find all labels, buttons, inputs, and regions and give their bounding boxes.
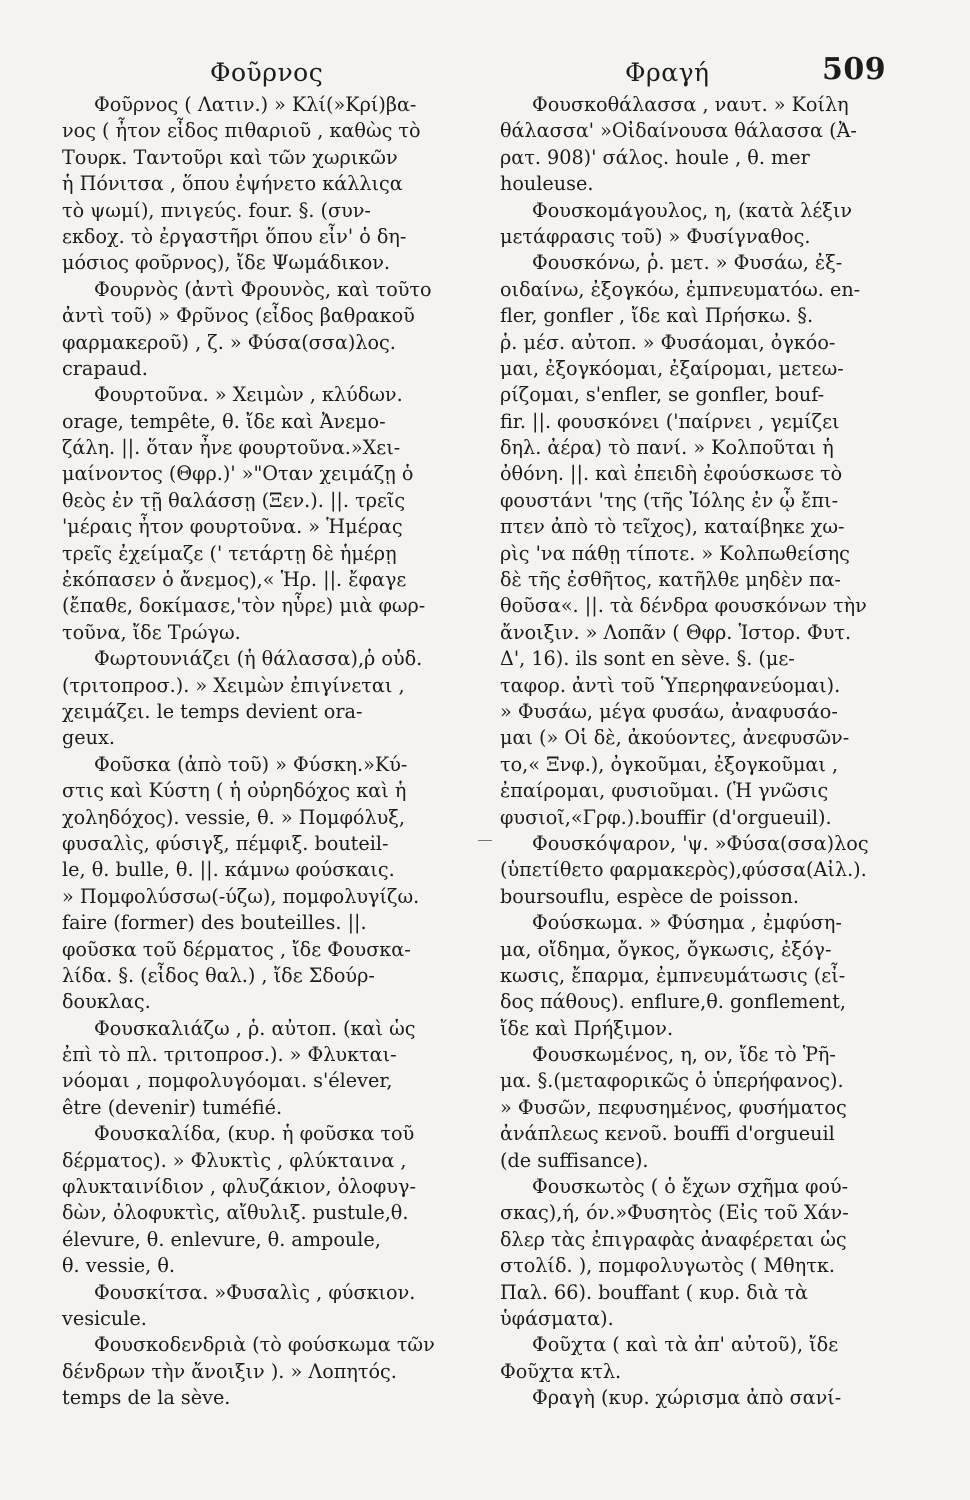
text-line: φυσαλὶς, φύσιγξ, πέμφιξ. bouteil- <box>62 831 389 855</box>
text-line: δέρματος). » Φλυκτὶς , φλύκταινα , <box>62 1148 407 1172</box>
running-headword-right: Φραγή <box>625 58 710 87</box>
text-line: ἴδε καὶ Πρήξιμον. <box>500 1016 674 1040</box>
text-line: εκδοχ. τὸ ἐργαστῆρι ὅπου εἶν' ὁ δη- <box>62 224 407 248</box>
text-line: μα, οἴδημα, ὄγκος, ὄγκωσις, ἐξόγ- <box>500 937 832 961</box>
text-line: θάλασσα' »Οἰδαίνουσα θάλασσα (Ἀ- <box>500 119 857 143</box>
text-line: (de suffisance). <box>500 1148 649 1172</box>
text-line: πτεν ἀπὸ τὸ τεῖχος), καταίβηκε χω- <box>500 515 845 539</box>
text-line: δὲ τῆς ἐσθῆτος, κατῆλθε μηδὲν πα- <box>500 568 841 592</box>
text-line: φοῦσκα τοῦ δέρματος , ἴδε Φουσκα- <box>62 937 411 961</box>
text-line: στολίδ. ), πομφολυγωτὸς ( Μθητκ. <box>500 1254 835 1278</box>
text-line: Φραγὴ (κυρ. χώρισμα ἀπὸ σανί- <box>532 1386 842 1410</box>
text-line: μα. §.(μεταφορικῶς ὁ ὑπερήφανος). <box>500 1069 844 1093</box>
text-line: ρίζομαι, s'enfler, se gonfler, bouf- <box>500 383 825 407</box>
text-line: être (devenir) tuméfié. <box>62 1095 283 1119</box>
text-line: Δ', 16). ils sont en sève. §. (με- <box>500 647 795 671</box>
text-line: » Φυσῶν, πεφυσημένος, φυσήματος <box>500 1095 847 1119</box>
text-line: νόομαι , πομφολυγόομαι. s'élever, <box>62 1069 393 1093</box>
text-line: ἀνάπλεως κενοῦ. bouffi d'orgueuil <box>500 1122 835 1146</box>
text-line: Φωρτουνιάζει (ἡ θάλασσα),ῥ οὐδ. <box>94 647 423 671</box>
text-line: Τουρκ. Ταντοῦρι καὶ τῶν χωρικῶν <box>62 145 398 169</box>
text-line: Φοῦχτα ( καὶ τὰ ἀπ' αὐτοῦ), ἴδε <box>532 1333 839 1357</box>
text-line: Φουσκίτσα. »Φυσαλὶς , φύσκιον. <box>94 1280 416 1304</box>
text-line: τὸ ψωμί), πνιγεύς. four. §. (συν- <box>62 198 371 222</box>
text-line: το,« Ξνφ.), ὀγκοῦμαι, ἐξογκοῦμαι , <box>500 752 839 776</box>
text-line: δλερ τὰς ἐπιγραφὰς ἀναφέρεται ὡς <box>500 1227 847 1251</box>
right-text-column <box>500 92 900 1412</box>
text-line: Φούσκωμα. » Φύσημα , ἐμφύση- <box>532 911 842 935</box>
text-line: ἄνοιξιν. » Λοπᾶν ( Θφρ. Ἱστορ. Φυτ. <box>500 620 852 644</box>
text-line: θεὸς ἐν τῇ θαλάσσῃ (Ξεν.). ||. τρεῖς <box>62 488 406 512</box>
text-line: φλυκταινίδιον , φλυζάκιον, ὀλοφυγ- <box>62 1175 416 1199</box>
text-line: χοληδόχος). vessie, θ. » Πομφόλυξ, <box>62 805 405 829</box>
text-line: τοῦνα, ἴδε Τρώγω. <box>62 620 241 644</box>
text-line: Φουσκόνω, ῥ. μετ. » Φυσάω, ἐξ- <box>532 251 843 275</box>
text-line: λίδα. §. (εἶδος θαλ.) , ἴδε Σδούρ- <box>62 963 375 987</box>
text-line: χειμάζει. le temps devient ora- <box>62 699 363 723</box>
text-line: élevure, θ. enlevure, θ. ampoule, <box>62 1227 381 1251</box>
text-line: ἐκόπασεν ὁ ἄνεμος),« Ἡρ. ||. ἔφαγε <box>62 568 407 592</box>
text-line: (ἔπαθε, δοκίμασε,'τὸν ηὗρε) μιὰ φωρ- <box>62 594 426 618</box>
text-line: ἡ Πόνιτσα , ὅπου ἐψήνετο κάλλιςα <box>62 172 403 196</box>
text-line: Φοῦχτα κτλ. <box>500 1359 622 1383</box>
text-line: μαι, ἐξογκόομαι, ἐξαίρομαι, μετεω- <box>500 356 844 380</box>
text-line: ζάλη. ||. ὅταν ἦνε φουρτοῦνα.»Χει- <box>62 436 401 460</box>
gutter-mark <box>478 840 492 841</box>
text-line: Φοῦρνος ( Λατιν.) » Κλί(»Κρί)βα- <box>94 93 417 116</box>
text-line: Φουσκομάγουλος, η, (κατὰ λέξιν <box>532 198 853 222</box>
text-line: crapaud. <box>62 356 148 380</box>
text-line: Φουρνὸς (ἀντὶ Φρουνὸς, καὶ τοῦτο <box>94 277 432 301</box>
text-line: Φουσκοδενδριὰ (τὸ φούσκωμα τῶν <box>94 1333 435 1357</box>
text-line: δηλ. ἀέρα) τὸ πανί. » Κολποῦται ἡ <box>500 436 834 460</box>
text-line: δὼν, ὀλοφυκτὶς, αἴθυλιξ. pustule,θ. <box>62 1201 409 1225</box>
text-line: ἐπαίρομαι, φυσιοῦμαι. (Ἡ γνῶσις <box>500 779 829 803</box>
text-line: ἐπὶ τὸ πλ. τριτοπροσ.). » Φλυκται- <box>62 1043 397 1067</box>
text-line: δένδρων τὴν ἄνοιξιν ). » Λοπητός. <box>62 1359 397 1383</box>
text-line: φαρμακεροῦ) , ζ. » Φύσα(σσα)λος. <box>62 330 396 354</box>
text-line: στις καὶ Κύστη ( ἡ οὐρηδόχος καὶ ἡ <box>62 779 407 803</box>
text-line: ρατ. 908)' σάλος. houle , θ. mer <box>500 145 810 169</box>
text-line: faire (former) des bouteilles. ||. <box>62 911 367 935</box>
text-line: ταφορ. ἀντὶ τοῦ Ὑπερηφανεύομαι). <box>500 673 841 697</box>
text-line: τρεῖς ἐχείμαζε (' τετάρτῃ δὲ ἡμέρῃ <box>62 541 397 565</box>
text-line: ρὶς 'να πάθῃ τίποτε. » Κολπωθείσης <box>500 541 850 565</box>
text-line: vesicule. <box>62 1306 147 1330</box>
text-line: Φουσκωμένος, η, ον, ἴδε τὸ Ῥῆ- <box>532 1043 836 1067</box>
text-line: » Πομφολύσσω(-ύζω), πομφολυγίζω. <box>62 884 420 908</box>
text-line: » Φυσάω, μέγα φυσάω, ἀναφυσάο- <box>500 699 838 723</box>
text-line: Φουσκόψαρον, 'ψ. »Φύσα(σσα)λος <box>532 831 869 855</box>
text-line: Φουσκωτὸς ( ὁ ἔχων σχῆμα φού- <box>532 1175 849 1199</box>
text-line: Φουσκοθάλασσα , ναυτ. » Κοίλη <box>532 93 849 116</box>
text-line: σκας),ή, όν.»Φυσητὸς (Εἰς τοῦ Χάν- <box>500 1201 849 1225</box>
text-line: θ. vessie, θ. <box>62 1254 175 1278</box>
text-line: fir. ||. φουσκόνει ('παίρνει , γεμίζει <box>500 409 840 433</box>
page-number: 509 <box>822 52 887 87</box>
text-line: μαι (» Οἱ δὲ, ἀκούοντες, ἀνεφυσῶν- <box>500 726 850 750</box>
text-line: νος ( ἦτον εἶδος πιθαριοῦ , καθὼς τὸ <box>62 119 421 143</box>
text-line: le, θ. bulle, θ. ||. κάμνω φούσκαις. <box>62 858 395 882</box>
left-text-column <box>62 92 472 1412</box>
text-line: Φουσκαλιάζω , ῥ. αὐτοπ. (καὶ ὡς <box>94 1016 416 1040</box>
text-line: Φουσκαλίδα, (κυρ. ἡ φοῦσκα τοῦ <box>94 1122 415 1146</box>
text-line: Φουρτοῦνα. » Χειμὼν , κλύδων. <box>94 383 403 407</box>
text-line: orage, tempête, θ. ἴδε καὶ Ἀνεμο- <box>62 409 386 433</box>
text-line: θοῦσα«. ||. τὰ δένδρα φουσκόνων τὴν <box>500 594 867 618</box>
text-line: δος πάθους). enflure,θ. gonflement, <box>500 990 847 1014</box>
text-line: μόσιος φοῦρνος), ἴδε Ψωμάδικον. <box>62 251 391 275</box>
text-line: (τριτοπροσ.). » Χειμὼν ἐπιγίνεται , <box>62 673 405 697</box>
text-line: ὑφάσματα). <box>500 1306 614 1330</box>
text-line: φυσιοῖ,«Γρφ.).bouffir (d'orgueuil). <box>500 805 832 829</box>
text-line: geux. <box>62 726 115 750</box>
text-line: ῥ. μέσ. αὐτοπ. » Φυσάομαι, ὀγκόο- <box>500 330 836 354</box>
text-line: κωσις, ἔπαρμα, ἐμπνευμάτωσις (εἶ- <box>500 963 846 987</box>
text-line: boursouflu, espèce de poisson. <box>500 884 799 908</box>
text-line: ἀντὶ τοῦ) » Φρῦνος (εἶδος βαθρακοῦ <box>62 304 415 328</box>
text-line: ὀθόνη. ||. καὶ ἐπειδὴ ἐφούσκωσε τὸ <box>500 462 843 486</box>
text-line: (ὑπετίθετο φαρμακερὸς),φύσσα(Αἰλ.). <box>500 858 867 882</box>
text-line: Παλ. 66). bouffant ( κυρ. διὰ τὰ <box>500 1280 809 1304</box>
text-line: μαίνοντος (Θφρ.)' »"Οταν χειμάζῃ ὁ <box>62 462 414 486</box>
text-line: fler, gonfler , ἴδε καὶ Πρήσκω. §. <box>500 304 814 328</box>
text-line: δουκλας. <box>62 990 151 1014</box>
text-line: φουστάνι 'της (τῆς Ἰόλης ἐν ᾧ ἔπι- <box>500 488 839 512</box>
text-line: μετάφρασις τοῦ) » Φυσίγναθος. <box>500 224 811 248</box>
text-line: 'μέραις ἦτον φουρτοῦνα. » Ἡμέρας <box>62 515 403 539</box>
text-line: houleuse. <box>500 172 594 196</box>
text-line: temps de la sève. <box>62 1386 231 1410</box>
text-line: οιδαίνω, ἐξογκόω, ἐμπνευματόω. en- <box>500 277 861 301</box>
running-headword-left: Φοῦρνος <box>210 58 324 87</box>
text-line: Φοῦσκα (ἀπὸ τοῦ) » Φύσκη.»Κύ- <box>94 752 408 776</box>
